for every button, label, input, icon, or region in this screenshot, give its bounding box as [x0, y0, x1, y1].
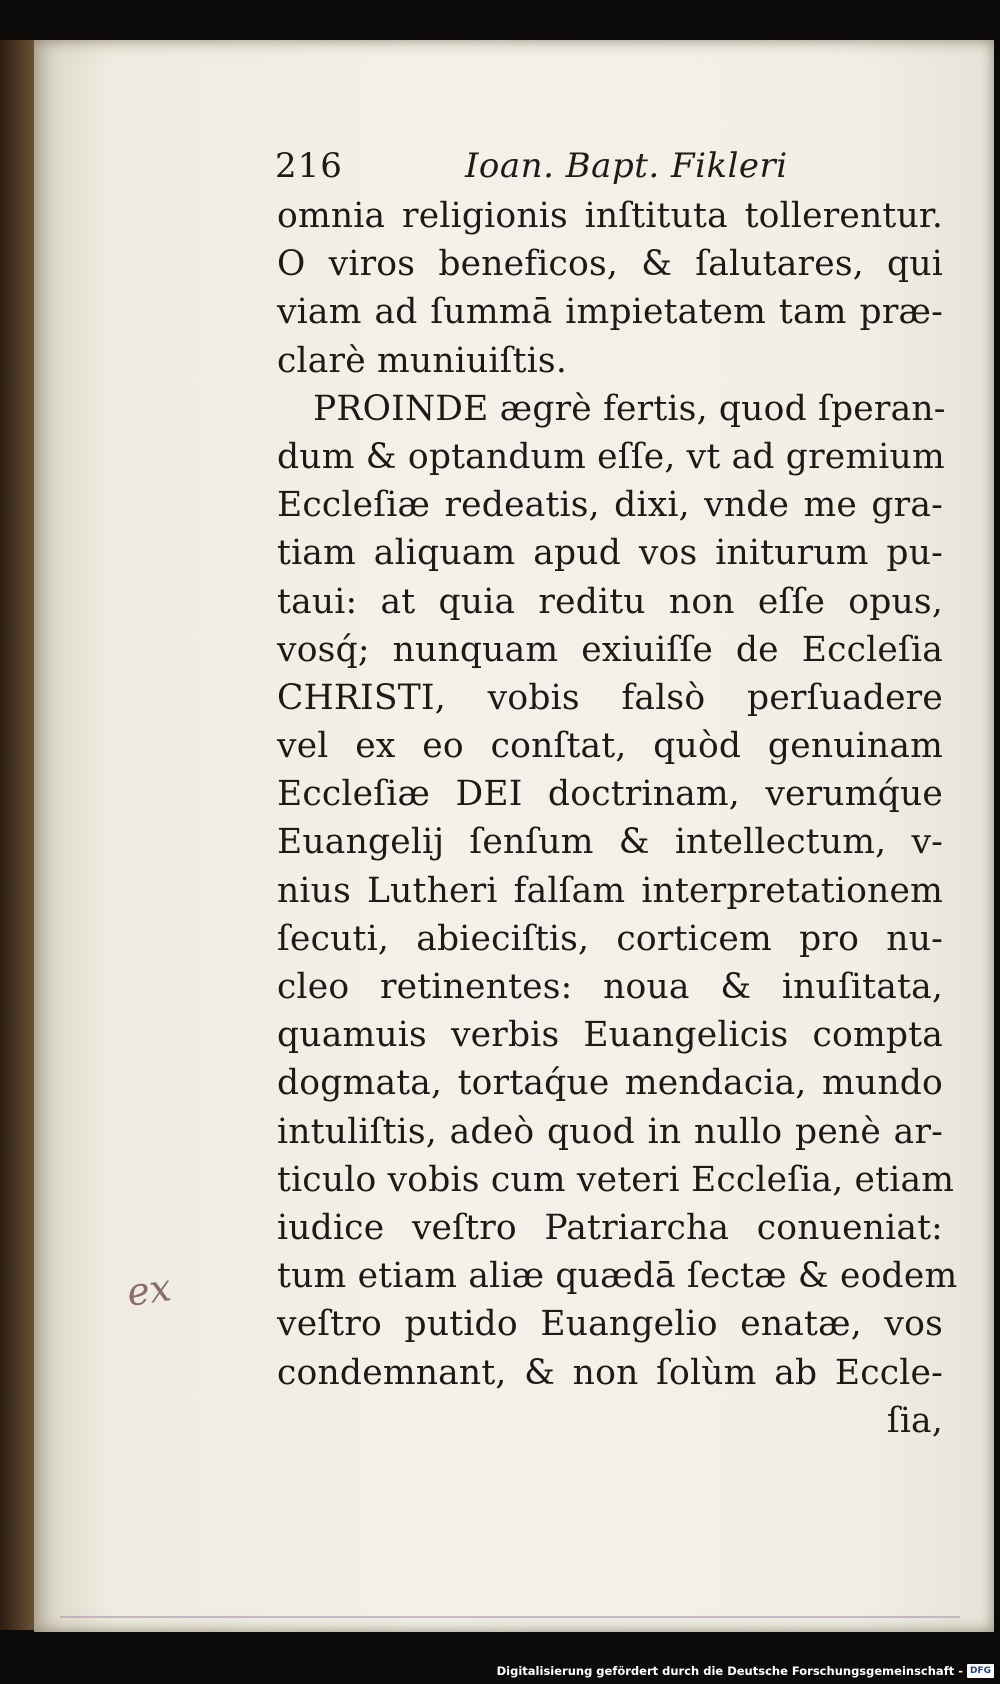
text-line: ſecuti, abieciſtis, corticem pro nu-: [277, 918, 943, 959]
body-text: [277, 192, 958, 1445]
text-line: vosq́; nunquam exiuiſſe de Eccleſia: [277, 629, 943, 670]
text-line: dogmata, tortaq́ue mendacia, mundo: [277, 1063, 943, 1104]
text-line: tum etiam aliæ quædā ſectæ & eodem: [277, 1256, 958, 1297]
text-line: ticulo vobis cum veteri Eccleſia, etiam: [277, 1159, 955, 1200]
text-line: O viros beneficos, & ſalutares, qui: [277, 244, 943, 285]
running-head: Ioan. Bapt. Fikleri: [465, 146, 788, 186]
text-line: dum & optandum eſſe, vt ad gremium: [277, 436, 945, 477]
text-line: taui: at quia reditu non eſſe opus,: [277, 581, 943, 622]
dfg-logo: DFG: [967, 1664, 994, 1678]
text-line: Eccleſiæ redeatis, dixi, vnde me gra-: [277, 485, 943, 526]
text-line: nius Lutheri falſam interpretationem: [277, 870, 943, 911]
text-line: cleo retinentes: noua & inuſitata,: [277, 967, 943, 1007]
digitization-credit: [497, 1660, 994, 1682]
text-line: quamuis verbis Euangelicis compta: [277, 1015, 943, 1056]
text-line: tiam aliquam apud vos initurum pu-: [277, 533, 943, 574]
text-line: condemnant, & non ſolùm ab Eccle-: [277, 1352, 943, 1393]
margin-annotation: ex: [124, 1265, 174, 1315]
text-line: iudice veſtro Patriarcha conueniat:: [277, 1207, 943, 1248]
text-line: Eccleſiæ DEI doctrinam, verumq́ue: [277, 774, 943, 815]
text-line: veſtro putido Euangelio enatæ, vos: [277, 1304, 943, 1345]
text-line: viam ad ſummā impietatem tam præ-: [277, 292, 943, 333]
page-bottom-rule: [60, 1616, 960, 1618]
text-line: intuliſtis, adeò quod in nullo penè ar-: [277, 1111, 943, 1152]
catchword: ſia,: [886, 1400, 943, 1441]
text-line: clarè muniuiſtis.: [277, 340, 567, 381]
text-line: vel ex eo conſtat, quòd genuinam: [277, 726, 943, 767]
text-line: omnia religionis inſtituta tollerentur.: [277, 196, 943, 236]
text-line: Euangelij ſenſum & intellectum, v-: [277, 822, 943, 863]
page-number: 216: [275, 146, 343, 186]
credit-text: Digitalisierung gefördert durch die Deutsche Forschungsgemeinschaft -: [496, 1664, 963, 1678]
text-line: PROINDE ægrè fertis, quod ſperan-: [313, 388, 946, 429]
text-line: CHRISTI, vobis falsò perſuadere: [277, 677, 943, 718]
